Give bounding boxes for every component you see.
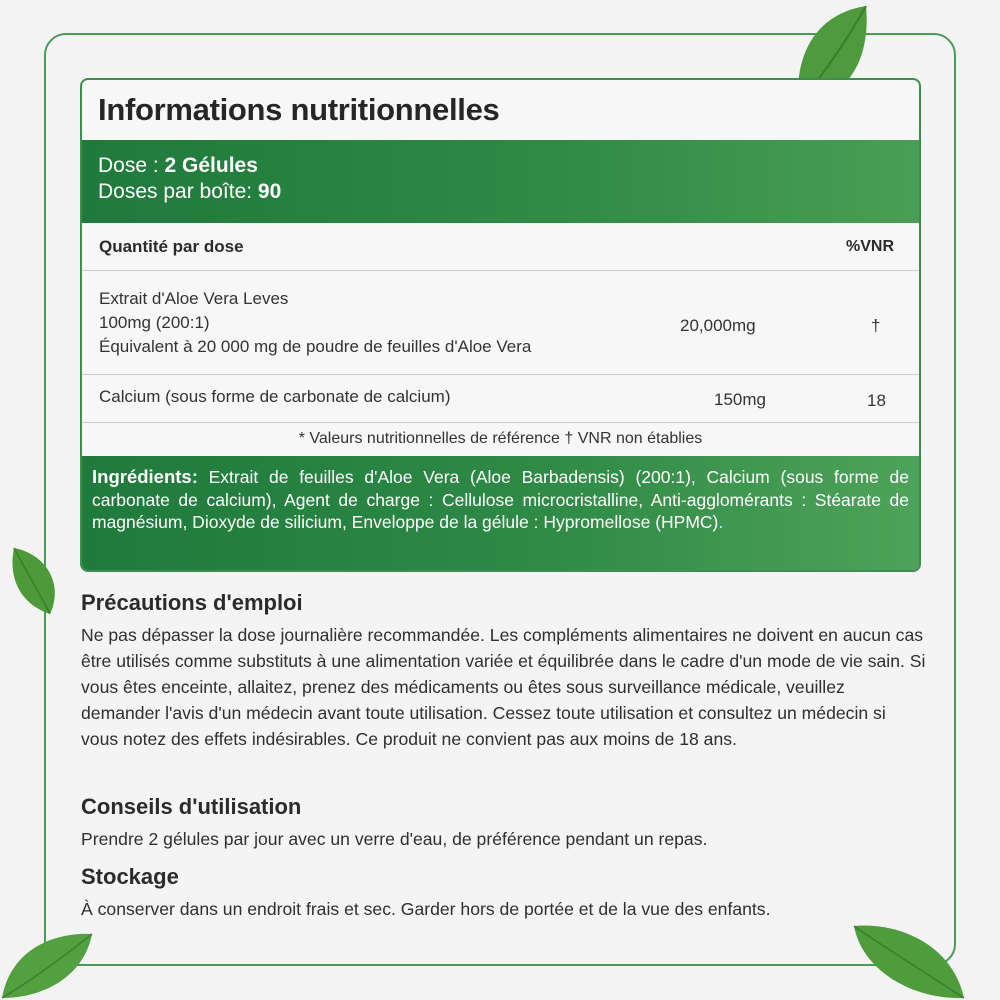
row-name-line: Extrait d'Aloe Vera Leves: [99, 289, 289, 308]
dose-line: [98, 153, 919, 179]
ingredients-label: Ingrédients:: [92, 466, 198, 487]
usage-text: Prendre 2 gélules par jour avec un verre d'eau, de préférence pendant un repas.: [81, 829, 708, 849]
ingredient-name: [99, 287, 531, 359]
ingredient-amount: 150mg: [714, 390, 766, 409]
table-row: [82, 271, 919, 375]
nutrition-panel: [80, 78, 921, 572]
usage-section: [81, 794, 927, 852]
per-box-label: Doses par boîte:: [98, 180, 258, 203]
ingredients-block: [82, 456, 919, 570]
table-header: [82, 223, 919, 271]
precautions-title: Précautions d'emploi: [81, 590, 303, 615]
per-box-value: 90: [257, 180, 282, 203]
col-vnr: %VNR: [845, 238, 894, 255]
ingredient-amount: 20,000mg: [680, 316, 756, 335]
precautions-text: Ne pas dépasser la dose journalière recommandée. Les compléments alimentaires ne doivent en aucun cas être utilisés comme substituts à une alimentation variée et équilibrée dans le cadre d'un mode de vie sain. Si vous êtes enceinte, allaitez, prenez des médicaments ou êtes sous surveillance médicale, veuillez demander l'avis d'un médecin avant toute utilisation. Cessez toute utilisation et consultez un médecin si vous notez des effets indésirables. Ce produit ne convient pas aux moins de 18 ans.: [81, 625, 926, 749]
row-name-line: Équivalent à 20 000 mg de poudre de feuilles d'Aloe Vera: [99, 337, 532, 356]
footnote: * Valeurs nutritionnelles de référence † VNR non établies: [298, 430, 703, 447]
panel-title: Informations nutritionnelles: [98, 92, 500, 127]
usage-title: Conseils d'utilisation: [81, 794, 302, 819]
ingredients-text: Extrait de feuilles d'Aloe Vera (Aloe Barbadensis) (200:1), Calcium (sous forme de carbonate de calcium), Agent de charge : Cellulose microcristalline, Anti-agglomérants : Stéarate de magnésium, Dioxyde de silicium, Enveloppe de la gélule : Hypromellose (HPMC).: [92, 467, 909, 532]
dose-band: [82, 140, 919, 223]
ingredient-vnr: 18: [867, 391, 886, 410]
doses-per-box-line: [98, 179, 919, 205]
col-quantity: Quantité par dose: [99, 237, 244, 256]
dose-label: Dose :: [98, 154, 165, 177]
ingredient-name: Calcium (sous forme de carbonate de calcium): [99, 387, 451, 406]
storage-text: À conserver dans un endroit frais et sec. Garder hors de portée et de la vue des enfants.: [81, 899, 771, 919]
leaf-icon: [848, 920, 968, 1000]
precautions-section: [81, 590, 927, 752]
leaf-icon: [0, 928, 96, 1000]
dose-value: 2 Gélules: [164, 154, 258, 177]
row-name-line: 100mg (200:1): [99, 313, 210, 332]
storage-title: Stockage: [81, 864, 179, 889]
storage-section: [81, 864, 927, 922]
leaf-icon: [6, 544, 64, 618]
table-row: [82, 375, 919, 423]
ingredient-vnr: †: [871, 316, 881, 335]
